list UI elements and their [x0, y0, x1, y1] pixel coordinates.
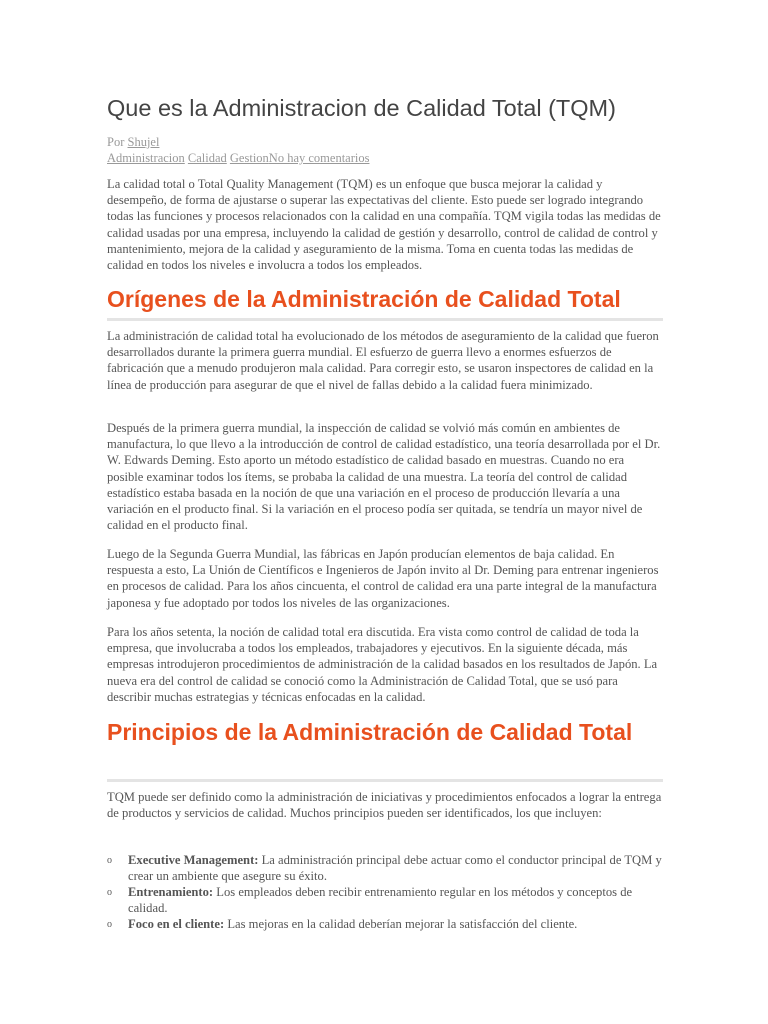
section-divider	[107, 779, 663, 782]
origenes-paragraph-1: La administración de calidad total ha evolucionado de los métodos de aseguramiento de la calidad que fueron desarrollados durante la primera guerra mundial. El esfuerzo de guerra llevo a enormes esfuerzos de fabricación que a menudo produjeron mala calidad. Para corregir esto, se usaron inspectores de calidad en la línea de producción para asegurar de que el nivel de fallas debido a la calidad fuera minimizado.	[107, 329, 659, 392]
list-item	[107, 852, 663, 884]
intro-paragraph: La calidad total o Total Quality Management (TQM) es un enfoque que busca mejorar la calidad y desempeño, de forma de ajustarse o superar las expectativas del cliente. Esto puede ser logrado integrando todas las funciones y procesos relacionados con la calidad en una compañía. TQM vigila todas las medidas de calidad usadas por una empresa, incluyendo la calidad de gestión y desarrollo, control de calidad de control y mantenimiento, mejora de la calidad y aseguramiento de la misma. Toma en cuenta todas las medidas de calidad en todos los niveles e involucra a todos los empleados.	[107, 177, 661, 273]
category-link-gestion[interactable]: Gestion	[229, 151, 269, 165]
section-heading-origenes: Orígenes de la Administración de Calidad Total	[107, 286, 621, 312]
principle-term: Entrenamiento:	[128, 885, 214, 899]
byline	[107, 134, 159, 150]
section-heading-principios: Principios de la Administración de Calidad Total	[107, 719, 633, 745]
origenes-paragraph-4: Para los años setenta, la noción de calidad total era discutida. Era vista como control de calidad de toda la empresa, que involucraba a todos los empleados, trabajadores y ejecutivos. En la siguiente década, más empresas introdujeron procedimientos de administración de la calidad basados en los resultados de Japón. La nueva era del control de calidad se conoció como la Administración de Calidad Total, que se usó para describir muchas estrategias y técnicas enfocadas en la calidad.	[107, 625, 658, 704]
author-link[interactable]: Shujel	[127, 135, 160, 149]
principle-text: Las mejoras en la calidad deberían mejorar la satisfacción del cliente.	[224, 917, 578, 931]
category-links	[107, 150, 369, 166]
principios-intro-paragraph: TQM puede ser definido como la administración de iniciativas y procedimientos enfocados a lograr la entrega de productos y servicios de calidad. Muchos principios pueden ser identificados, los que incluyen:	[107, 790, 662, 821]
category-link-administracion[interactable]: Administracion	[107, 151, 185, 165]
bullet-circle-icon: o	[107, 919, 112, 930]
principle-text: Los empleados deben recibir entrenamiento regular en los métodos y conceptos de calidad.	[128, 885, 633, 915]
category-link-calidad[interactable]: Calidad	[187, 151, 227, 165]
principle-term: Foco en el cliente:	[128, 917, 225, 931]
principle-text: La administración principal debe actuar como el conductor principal de TQM y crear un ambiente que asegure su éxito.	[128, 853, 662, 883]
section-divider	[107, 318, 663, 321]
principles-list	[107, 852, 663, 932]
bullet-circle-icon: o	[107, 855, 112, 866]
byline-prefix: Por	[107, 135, 128, 149]
list-item	[107, 916, 663, 932]
origenes-paragraph-2: Después de la primera guerra mundial, la inspección de calidad se volvió más común en ambientes de manufactura, lo que llevo a la introducción de control de calidad estadístico, una teoría desarrollada por el Dr. W. Edwards Deming. Esto aporto un método estadístico de calidad basado en muestras. Cuando no era posible examinar todos los ítems, se probaba la calidad de una muestra. La teoría del control de calidad estadístico estaba basada en la noción de que una variación en el proceso de producción llevaría a una variación en el producto final. Si la variación en el proceso podía ser quitada, se tendría un mayor nivel de calidad en el producto final.	[107, 421, 661, 533]
list-item	[107, 884, 663, 916]
page-title: Que es la Administracion de Calidad Total (TQM)	[107, 95, 616, 121]
bullet-circle-icon: o	[107, 887, 112, 898]
comments-link[interactable]: No hay comentarios	[268, 151, 370, 165]
principle-term: Executive Management:	[128, 853, 259, 867]
origenes-paragraph-3: Luego de la Segunda Guerra Mundial, las fábricas en Japón producían elementos de baja calidad. En respuesta a esto, La Unión de Científicos e Ingenieros de Japón invito al Dr. Deming para entrenar ingenieros en procesos de calidad. Para los años cincuenta, el control de calidad era una parte integral de la manufactura japonesa y fue adoptado por todos los niveles de las organizaciones.	[107, 547, 659, 610]
